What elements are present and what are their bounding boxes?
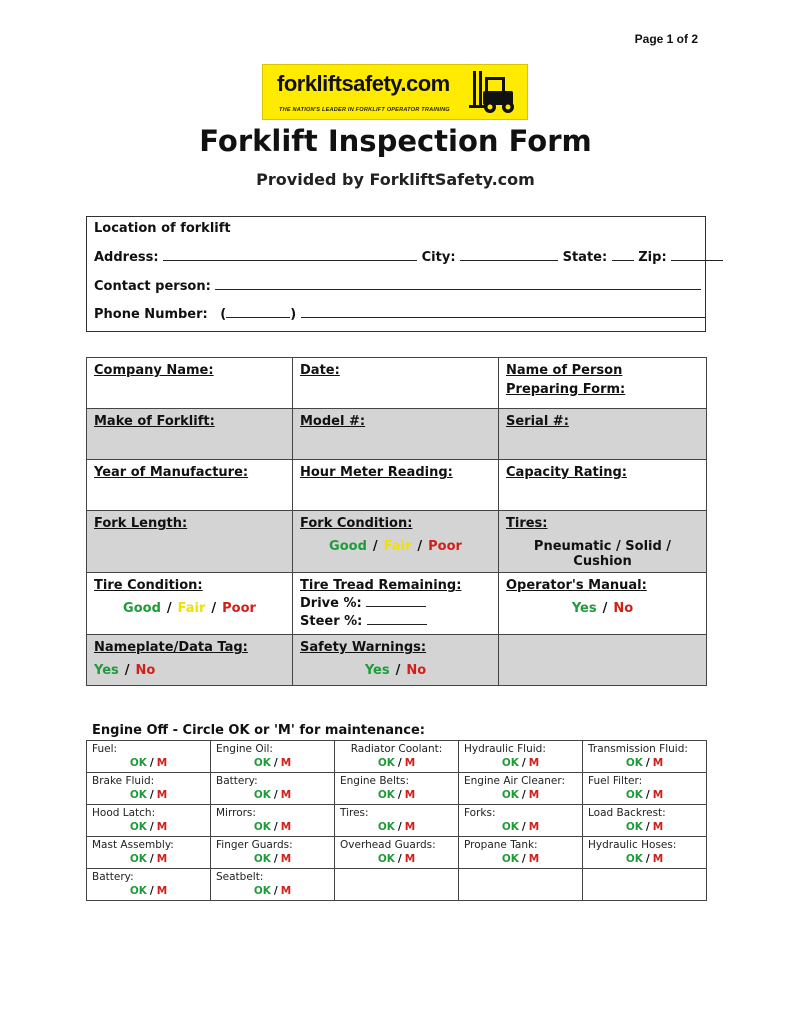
forklift-info-table xyxy=(86,357,707,686)
address-field[interactable] xyxy=(163,249,417,261)
checklist-item-label: Engine Belts: xyxy=(340,775,410,787)
city-field[interactable] xyxy=(460,249,558,261)
checklist-item xyxy=(583,741,707,773)
ok-m-choice: OK / M xyxy=(501,757,540,769)
fork-condition-options: Good / Fair / Poor xyxy=(329,539,462,554)
fork-length-cell[interactable] xyxy=(87,511,293,573)
m-option[interactable]: M xyxy=(652,821,664,833)
ok-m-choice: OK / M xyxy=(625,757,664,769)
ok-m-choice: OK / M xyxy=(253,853,292,865)
ok-m-choice: OK / M xyxy=(625,821,664,833)
ok-m-choice: OK / M xyxy=(501,821,540,833)
warnings-cell xyxy=(293,635,499,686)
checklist-item xyxy=(583,805,707,837)
checklist-item xyxy=(459,837,583,869)
fork-fair-option[interactable]: Fair xyxy=(383,539,412,554)
m-option[interactable]: M xyxy=(652,757,664,769)
checklist-item xyxy=(87,773,211,805)
zip-field[interactable] xyxy=(671,249,723,261)
ok-m-choice: OK / M xyxy=(253,789,292,801)
engine-heading: Engine Off - Circle OK or 'M' for maintenance: xyxy=(92,723,425,738)
phone-line xyxy=(94,306,705,322)
ok-m-choice: OK / M xyxy=(377,789,416,801)
make-cell[interactable] xyxy=(87,409,293,460)
company-cell[interactable] xyxy=(87,358,293,409)
state-label: State: xyxy=(562,250,608,265)
checklist-item-label: Fuel: xyxy=(92,743,118,755)
ok-option[interactable]: OK xyxy=(625,757,643,769)
ok-option[interactable]: OK xyxy=(625,821,643,833)
ok-option[interactable]: OK xyxy=(129,821,147,833)
make-label: Make of Forklift: xyxy=(94,414,215,429)
ok-m-choice: OK / M xyxy=(501,853,540,865)
ok-option[interactable]: OK xyxy=(501,853,519,865)
contact-label: Contact person: xyxy=(94,279,211,294)
checklist-item xyxy=(335,741,459,773)
checklist-item xyxy=(211,741,335,773)
ok-m-choice: OK / M xyxy=(129,853,168,865)
engine-checklist-table xyxy=(86,740,707,901)
fork-length-label: Fork Length: xyxy=(94,516,188,531)
checklist-item-label: Forks: xyxy=(464,807,496,819)
checklist-item xyxy=(335,805,459,837)
m-option[interactable]: M xyxy=(652,789,664,801)
tires-options[interactable]: Pneumatic / Solid / Cushion xyxy=(533,539,672,569)
tire-condition-label: Tire Condition: xyxy=(94,578,203,593)
nameplate-options: Yes / No xyxy=(94,663,156,678)
address-label: Address: xyxy=(94,250,159,265)
checklist-empty-cell xyxy=(459,869,583,901)
drive-line xyxy=(300,595,491,613)
m-option[interactable]: M xyxy=(528,789,540,801)
tread-label: Tire Tread Remaining: xyxy=(300,578,462,593)
checklist-item-label: Battery: xyxy=(216,775,258,787)
model-label: Model #: xyxy=(300,414,366,429)
area-code-field[interactable] xyxy=(226,306,290,318)
checklist-item-label: Seatbelt: xyxy=(216,871,264,883)
nameplate-no-option[interactable]: No xyxy=(135,663,156,678)
checklist-item xyxy=(459,741,583,773)
tire-condition-cell xyxy=(87,573,293,635)
logo-text: forkliftsafety.com xyxy=(277,71,450,96)
checklist-item xyxy=(211,805,335,837)
m-option[interactable]: M xyxy=(280,853,292,865)
checklist-item xyxy=(211,869,335,901)
ok-option[interactable]: OK xyxy=(129,853,147,865)
state-field[interactable] xyxy=(612,249,634,261)
m-option[interactable]: M xyxy=(280,885,292,897)
tire-fair-option[interactable]: Fair xyxy=(177,601,206,616)
nameplate-label: Nameplate/Data Tag: xyxy=(94,640,248,655)
m-option[interactable]: M xyxy=(280,821,292,833)
drive-label: Drive %: xyxy=(300,596,362,611)
ok-m-choice: OK / M xyxy=(377,757,416,769)
m-option[interactable]: M xyxy=(280,757,292,769)
page-number: Page 1 of 2 xyxy=(634,32,698,46)
ok-option[interactable]: OK xyxy=(501,757,519,769)
logo-tagline: THE NATION'S LEADER IN FORKLIFT OPERATOR TRAINING xyxy=(279,107,450,113)
ok-option[interactable]: OK xyxy=(501,821,519,833)
fork-good-option[interactable]: Good xyxy=(329,539,367,554)
tires-cell xyxy=(499,511,707,573)
date-cell[interactable] xyxy=(293,358,499,409)
checklist-empty-cell xyxy=(335,869,459,901)
tires-label: Tires: xyxy=(506,516,548,531)
checklist-item xyxy=(335,773,459,805)
tire-condition-options: Good / Fair / Poor xyxy=(123,601,256,616)
ok-m-choice: OK / M xyxy=(253,821,292,833)
checklist-item-label: Hydraulic Hoses: xyxy=(588,839,677,851)
contact-field[interactable] xyxy=(215,278,701,290)
steer-field[interactable] xyxy=(367,613,427,625)
phone-paren-close: ) xyxy=(290,307,297,322)
phone-label: Phone Number: xyxy=(94,307,208,322)
capacity-label: Capacity Rating: xyxy=(506,465,627,480)
m-option[interactable]: M xyxy=(156,821,168,833)
checklist-item-label: Load Backrest: xyxy=(588,807,666,819)
hour-cell[interactable] xyxy=(293,460,499,511)
checklist-item-label: Engine Air Cleaner: xyxy=(464,775,566,787)
ok-m-choice: OK / M xyxy=(253,885,292,897)
ok-option[interactable]: OK xyxy=(377,789,395,801)
form-subtitle: Provided by ForkliftSafety.com xyxy=(256,170,535,189)
m-option[interactable]: M xyxy=(404,853,416,865)
ok-option[interactable]: OK xyxy=(253,821,271,833)
ok-option[interactable]: OK xyxy=(625,789,643,801)
ok-option[interactable]: OK xyxy=(377,853,395,865)
checklist-item xyxy=(211,773,335,805)
m-option[interactable]: M xyxy=(156,757,168,769)
logo xyxy=(262,64,528,120)
m-option[interactable]: M xyxy=(528,757,540,769)
checklist-item xyxy=(459,773,583,805)
checklist-item-label: Engine Oil: xyxy=(216,743,273,755)
ok-m-choice: OK / M xyxy=(129,757,168,769)
ok-option[interactable]: OK xyxy=(253,885,271,897)
checklist-item-label: Hydraulic Fluid: xyxy=(464,743,546,755)
ok-option[interactable]: OK xyxy=(501,789,519,801)
preparer-label: Name of Person Preparing Form: xyxy=(506,363,626,397)
m-option[interactable]: M xyxy=(404,789,416,801)
tire-poor-option[interactable]: Poor xyxy=(222,601,256,616)
checklist-row xyxy=(87,741,707,773)
ok-m-choice: OK / M xyxy=(377,821,416,833)
ok-option[interactable]: OK xyxy=(253,757,271,769)
zip-label: Zip: xyxy=(638,250,667,265)
steer-line xyxy=(300,613,491,631)
ok-m-choice: OK / M xyxy=(129,789,168,801)
empty-cell xyxy=(499,635,707,686)
m-option[interactable]: M xyxy=(652,853,664,865)
checklist-item-label: Overhead Guards: xyxy=(340,839,436,851)
checklist-item-label: Hood Latch: xyxy=(92,807,156,819)
warnings-no-option[interactable]: No xyxy=(406,663,427,678)
nameplate-yes-option[interactable]: Yes xyxy=(94,663,119,678)
ok-m-choice: OK / M xyxy=(377,853,416,865)
manual-no-option[interactable]: No xyxy=(613,601,634,616)
phone-field[interactable] xyxy=(301,306,705,318)
manual-label: Operator's Manual: xyxy=(506,578,647,593)
drive-field[interactable] xyxy=(366,595,426,607)
location-section xyxy=(86,216,706,332)
ok-option[interactable]: OK xyxy=(129,757,147,769)
manual-yes-option[interactable]: Yes xyxy=(571,601,597,616)
m-option[interactable]: M xyxy=(528,821,540,833)
checklist-item xyxy=(335,837,459,869)
ok-m-choice: OK / M xyxy=(253,757,292,769)
capacity-cell[interactable] xyxy=(499,460,707,511)
company-label: Company Name: xyxy=(94,363,214,378)
steer-label: Steer %: xyxy=(300,614,363,629)
fork-poor-option[interactable]: Poor xyxy=(428,539,462,554)
checklist-item-label: Tires: xyxy=(340,807,369,819)
fork-condition-label: Fork Condition: xyxy=(300,516,413,531)
ok-m-choice: OK / M xyxy=(129,821,168,833)
checklist-item xyxy=(87,805,211,837)
m-option[interactable]: M xyxy=(156,789,168,801)
checklist-item xyxy=(211,837,335,869)
date-label: Date: xyxy=(300,363,340,378)
checklist-item xyxy=(87,869,211,901)
checklist-item-label: Mast Assembly: xyxy=(92,839,174,851)
m-option[interactable]: M xyxy=(528,853,540,865)
checklist-item-label: Mirrors: xyxy=(216,807,256,819)
year-label: Year of Manufacture: xyxy=(94,465,249,480)
warnings-label: Safety Warnings: xyxy=(300,640,427,655)
forklift-icon xyxy=(469,69,521,117)
checklist-row xyxy=(87,869,707,901)
checklist-item-label: Battery: xyxy=(92,871,134,883)
ok-option[interactable]: OK xyxy=(253,853,271,865)
checklist-item xyxy=(87,837,211,869)
contact-line xyxy=(94,278,701,294)
address-line xyxy=(94,249,723,265)
year-cell[interactable] xyxy=(87,460,293,511)
m-option[interactable]: M xyxy=(156,853,168,865)
tire-good-option[interactable]: Good xyxy=(123,601,161,616)
tread-cell xyxy=(293,573,499,635)
checklist-item-label: Transmission Fluid: xyxy=(588,743,688,755)
checklist-row xyxy=(87,805,707,837)
m-option[interactable]: M xyxy=(156,885,168,897)
fork-condition-cell xyxy=(293,511,499,573)
ok-m-choice: OK / M xyxy=(129,885,168,897)
ok-option[interactable]: OK xyxy=(129,885,147,897)
phone-paren-open: ( xyxy=(220,307,227,322)
ok-option[interactable]: OK xyxy=(377,821,395,833)
m-option[interactable]: M xyxy=(280,789,292,801)
preparer-cell[interactable] xyxy=(499,358,707,409)
ok-m-choice: OK / M xyxy=(625,789,664,801)
ok-option[interactable]: OK xyxy=(377,757,395,769)
nameplate-cell xyxy=(87,635,293,686)
model-cell[interactable] xyxy=(293,409,499,460)
checklist-item-label: Propane Tank: xyxy=(464,839,538,851)
manual-cell xyxy=(499,573,707,635)
checklist-item xyxy=(459,805,583,837)
city-label: City: xyxy=(421,250,456,265)
checklist-empty-cell xyxy=(583,869,707,901)
ok-option[interactable]: OK xyxy=(625,853,643,865)
checklist-item xyxy=(87,741,211,773)
checklist-row xyxy=(87,773,707,805)
warnings-options: Yes / No xyxy=(364,663,427,678)
ok-option[interactable]: OK xyxy=(253,789,271,801)
location-heading: Location of forklift xyxy=(94,221,231,236)
ok-option[interactable]: OK xyxy=(129,789,147,801)
checklist-item-label: Fuel Filter: xyxy=(588,775,643,787)
checklist-row xyxy=(87,837,707,869)
checklist-item-label: Radiator Coolant: xyxy=(350,743,443,755)
m-option[interactable]: M xyxy=(404,821,416,833)
ok-m-choice: OK / M xyxy=(501,789,540,801)
warnings-yes-option[interactable]: Yes xyxy=(364,663,390,678)
checklist-item-label: Brake Fluid: xyxy=(92,775,155,787)
manual-options: Yes / No xyxy=(571,601,634,616)
checklist-item xyxy=(583,773,707,805)
serial-label: Serial #: xyxy=(506,414,569,429)
hour-label: Hour Meter Reading: xyxy=(300,465,453,480)
checklist-item xyxy=(583,837,707,869)
checklist-item-label: Finger Guards: xyxy=(216,839,293,851)
m-option[interactable]: M xyxy=(404,757,416,769)
serial-cell[interactable] xyxy=(499,409,707,460)
ok-m-choice: OK / M xyxy=(625,853,664,865)
form-title: Forklift Inspection Form xyxy=(199,124,592,158)
